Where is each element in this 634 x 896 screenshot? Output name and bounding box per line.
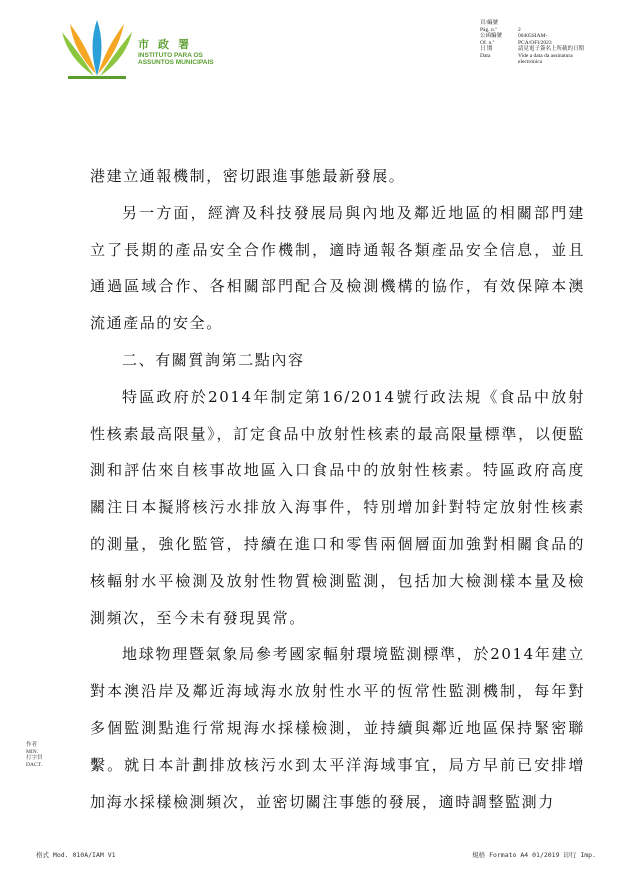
page-label: 頁/編號 <box>480 20 499 26</box>
office-number-2: PCA/OFI/2023 <box>518 39 552 46</box>
logo-emblem-icon <box>58 18 136 80</box>
typist-label: 打字員 <box>26 755 43 761</box>
page-number: 2 <box>518 26 521 33</box>
page-label-pt: Pág. n.º <box>480 26 497 33</box>
office-number-1: 00405SIAM- <box>518 33 548 39</box>
typist-code: DACT. <box>26 761 42 768</box>
office-label: 公函編號 <box>480 33 503 39</box>
logo-chinese-name: 市 政 署 <box>138 39 193 51</box>
section-heading: 二、有關質詢第二點內容 <box>122 350 305 369</box>
date-value-1: 請見電子簽名上所載的日期 <box>518 46 585 52</box>
paragraph-4: 地球物理暨氣象局參考國家輻射環境監測標準，於2014年建立對本澳沿岸及鄰近海域海水放射性水平的恆常性監測機制，每年對多個監測點進行常規海水採樣檢測，並持續與鄰近地區保持緊密聯繫。就日本計劃排放核污水到太平洋海域事宜，局方早前已安排增加海水採樣檢測頻次，並密切關注事態的發展，適時調整監測力 <box>90 645 585 811</box>
date-label-pt: Data <box>480 52 491 59</box>
date-value-2: Vide a data da assinatura <box>518 52 573 59</box>
author-code: MIN. <box>26 748 39 755</box>
iam-logo <box>58 18 218 82</box>
paragraph-2: 另一方面，經濟及科技發展局與內地及鄰近地區的相關部門建立了長期的產品安全合作機制，適時通報各類產品安全信息，並且通過區域合作、各相關部門配合及檢測機構的協作，有效保障本澳流通產品的安全。 <box>90 203 585 333</box>
footer-form-code: 格式 Mod. 010A/IAM V1 <box>36 851 116 859</box>
date-value-3: electrónica <box>518 59 543 65</box>
office-label-pt: Of. n.º <box>480 39 495 46</box>
paragraph-1: 港建立通報機制，密切跟進事態最新發展。 <box>90 167 406 185</box>
reference-block <box>480 20 628 66</box>
author-label: 作者 <box>26 742 38 748</box>
logo-pt-line1: INSTITUTO PARA OS <box>138 52 203 59</box>
author-note <box>26 742 43 768</box>
paragraph-3: 特區政府於2014年制定第16/2014號行政法規《食品中放射性核素最高限量》，訂定食品中放射性核素的最高限量標準，以便監測和評估來自核事故地區入口食品中的放射性核素。特區政府高度關注日本擬將核污水排放入海事件，特別增加針對特定放射性核素的測量，強化監管，持續在進口和零售兩個層面加強對相關食品的核輻射水平檢測及放射性物質檢測監測，包括加大檢測樣本量及檢測頻次，至今未有發現異常。 <box>90 387 585 627</box>
footer-format: 規格 Formato A4 01/2019 印行 Imp. <box>472 851 596 859</box>
logo-pt-line2: ASSUNTOS MUNICIPAIS <box>138 59 214 66</box>
date-label: 日 期 <box>480 46 493 52</box>
letter-body <box>90 158 585 820</box>
